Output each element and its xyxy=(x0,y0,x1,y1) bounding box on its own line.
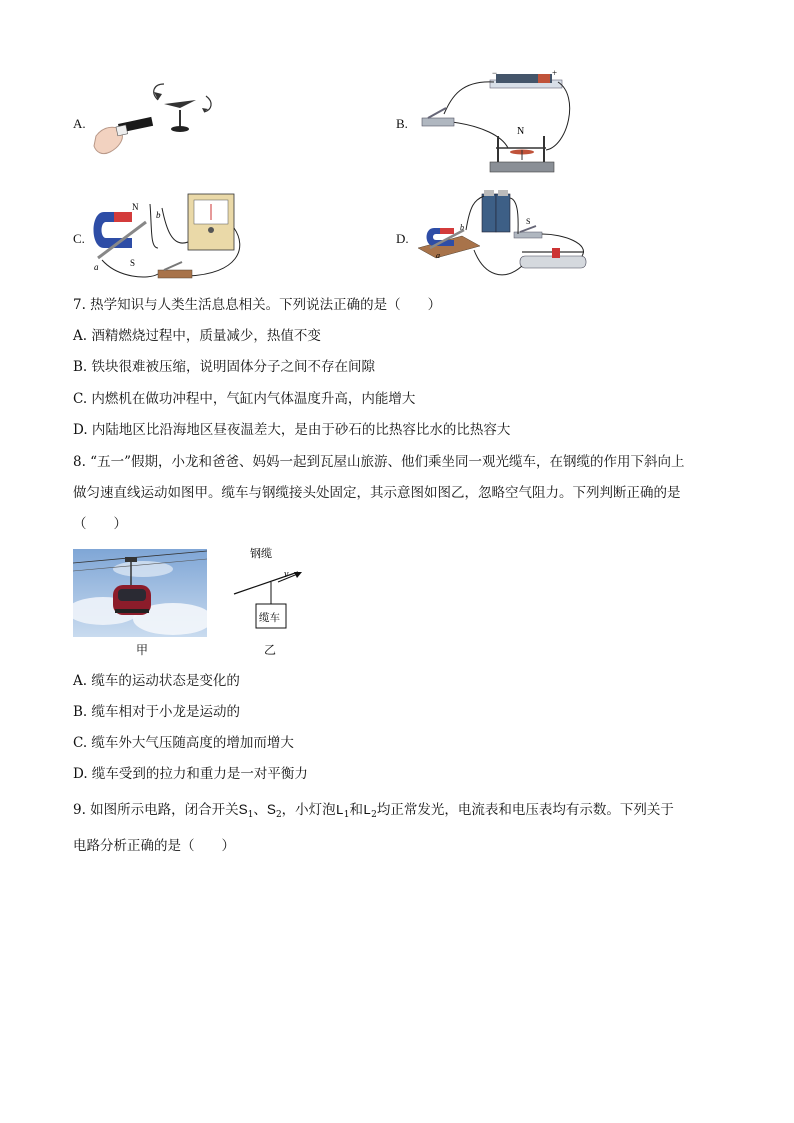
q8-option-b: B. 缆车相对于小龙是运动的 xyxy=(73,704,241,720)
q7-option-b: B. 铁块很难被压缩，说明固体分子之间不存在间隙 xyxy=(73,359,376,375)
switch xyxy=(422,118,454,126)
figure-a-magnet-compass xyxy=(88,78,228,168)
wire-b-label: b xyxy=(460,223,464,232)
q7-option-d: D. 内陆地区比沿海地区昼夜温差大，是由于砂石的比热容比水的比热容大 xyxy=(73,422,511,438)
q8-option-c: C. 缆车外大气压随高度的增加而增大 xyxy=(73,735,294,751)
wire-b-label: b xyxy=(156,210,161,220)
lamp-l1-symbol: L xyxy=(335,804,344,819)
switch-s2-symbol: S xyxy=(266,802,276,817)
cable-car-diagram xyxy=(228,546,308,638)
separator: 、 xyxy=(253,802,267,818)
q8-stem-line2: 做匀速直线运动如图甲。缆车与钢缆接头处固定，其示意图如图乙，忽略空气阻力。下列判断正确的是 xyxy=(73,485,681,501)
q9-stem-part1: 9. 如图所示电路，闭合开关 xyxy=(73,802,239,818)
and-word: 和 xyxy=(349,802,364,818)
figure-b-circuit-compass xyxy=(412,66,572,184)
lamp-l2-symbol: L xyxy=(363,804,372,819)
lamp-l2-subscript: 2 xyxy=(371,810,377,820)
cable-label: 钢缆 xyxy=(250,548,272,560)
minus-label: − xyxy=(492,68,498,78)
q8-option-d: D. 缆车受到的拉力和重力是一对平衡力 xyxy=(73,766,308,782)
switch-s1-subscript: 1 xyxy=(247,810,254,820)
cable-car-photo xyxy=(73,549,207,637)
pole-n-label: N xyxy=(517,126,525,137)
wire-a-label: a xyxy=(436,251,440,260)
q7-option-c: C. 内燃机在做功冲程中，气缸内气体温度升高，内能增大 xyxy=(73,391,416,407)
wire-a-label: a xyxy=(94,262,99,272)
compass-needle xyxy=(164,100,196,108)
figure-jia-caption: 甲 xyxy=(136,643,149,657)
q9-stem-part2: ，小灯泡 xyxy=(281,802,336,818)
q7-option-a: A. 酒精燃烧过程中，质量减少，热值不变 xyxy=(73,328,321,344)
switch-s-label: S xyxy=(526,217,531,226)
option-b-label: B. xyxy=(396,116,408,131)
option-d-label: D. xyxy=(396,231,409,246)
q9-stem-line2: 电路分析正确的是（ ） xyxy=(73,838,235,854)
car-box-label: 缆车 xyxy=(259,613,280,624)
lamp-l1-subscript: 1 xyxy=(343,810,350,820)
option-a-label: A. xyxy=(73,116,86,131)
q9-stem-part3: 均正常发光，电流表和电压表均有示数。下列关于 xyxy=(376,802,674,818)
q7-stem: 7. 热学知识与人类生活息息相关。下列说法正确的是（ ） xyxy=(73,297,442,313)
figure-yi-caption: 乙 xyxy=(264,643,277,657)
plus-label: + xyxy=(552,68,558,78)
q8-stem-line1: 8. “五一”假期，小龙和爸爸、妈妈一起到瓦屋山旅游、他们乘坐同一观光缆车，在钢缆的作用下斜向上 xyxy=(73,454,685,470)
velocity-label: v xyxy=(284,569,289,580)
switch-s1-symbol: S xyxy=(238,802,248,817)
q9-stem-line1 xyxy=(73,801,674,824)
figure-c-generator xyxy=(88,188,248,288)
option-c-label: C. xyxy=(73,231,85,246)
battery xyxy=(482,194,496,232)
figure-d-motor xyxy=(414,186,594,286)
switch-s2-subscript: 2 xyxy=(275,810,282,820)
pole-n-label: N xyxy=(132,202,139,212)
q8-option-a: A. 缆车的运动状态是变化的 xyxy=(73,673,240,689)
switch xyxy=(158,270,192,278)
q8-stem-line3: （ ） xyxy=(73,516,127,532)
compass-stand xyxy=(171,126,189,132)
pole-s-label: S xyxy=(130,258,136,268)
